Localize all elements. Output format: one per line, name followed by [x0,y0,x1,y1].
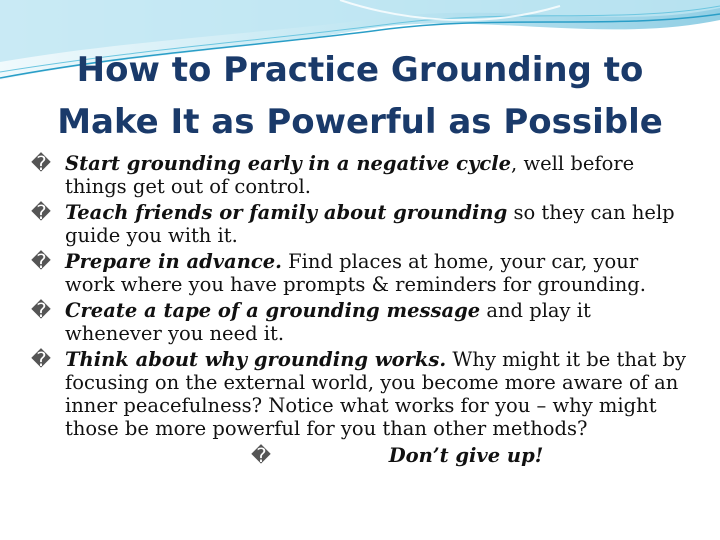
slide-title-line-2: Make It as Powerful as Possible [57,102,663,142]
bullet-item [28,152,688,198]
bullet-text: and play it whenever you need it. [65,299,591,345]
bullet-text: so they can help guide you with it. [65,201,675,247]
final-bullet-text: Don’t give up! [388,444,544,467]
bullet-glyph-icon: � [31,201,51,224]
slide-title-line-1: How to Practice Grounding to [76,50,644,90]
bullet-text: Find places at home, your car, your work where you have prompts & reminders for grounding. [65,250,646,296]
bullet-list [28,152,688,470]
bullet-item [28,250,688,296]
bullet-glyph-icon: � [31,348,51,371]
bullet-item [28,299,688,345]
bullet-text: , well before things get out of control. [65,152,635,198]
bullet-emphasis: Think about why grounding works. [65,348,447,371]
bullet-glyph-icon: � [251,444,271,467]
bullet-item [28,201,688,247]
final-bullet [28,444,688,467]
bullet-item [28,348,688,440]
bullet-text: Why might it be that by focusing on the external world, you become more aware of an inner peacefulness? Notice what works for you – why might those be more powerful for you than other methods? [65,348,687,440]
bullet-emphasis: Teach friends or family about grounding [65,201,508,224]
bullet-glyph-icon: � [31,299,51,322]
bullet-glyph-icon: � [31,152,51,175]
bullet-emphasis: Create a tape of a grounding message [65,299,481,322]
bullet-glyph-icon: � [31,250,51,273]
bullet-emphasis: Start grounding early in a negative cycle [65,152,512,175]
slide-title [40,44,680,148]
bullet-emphasis: Prepare in advance. [65,250,282,273]
